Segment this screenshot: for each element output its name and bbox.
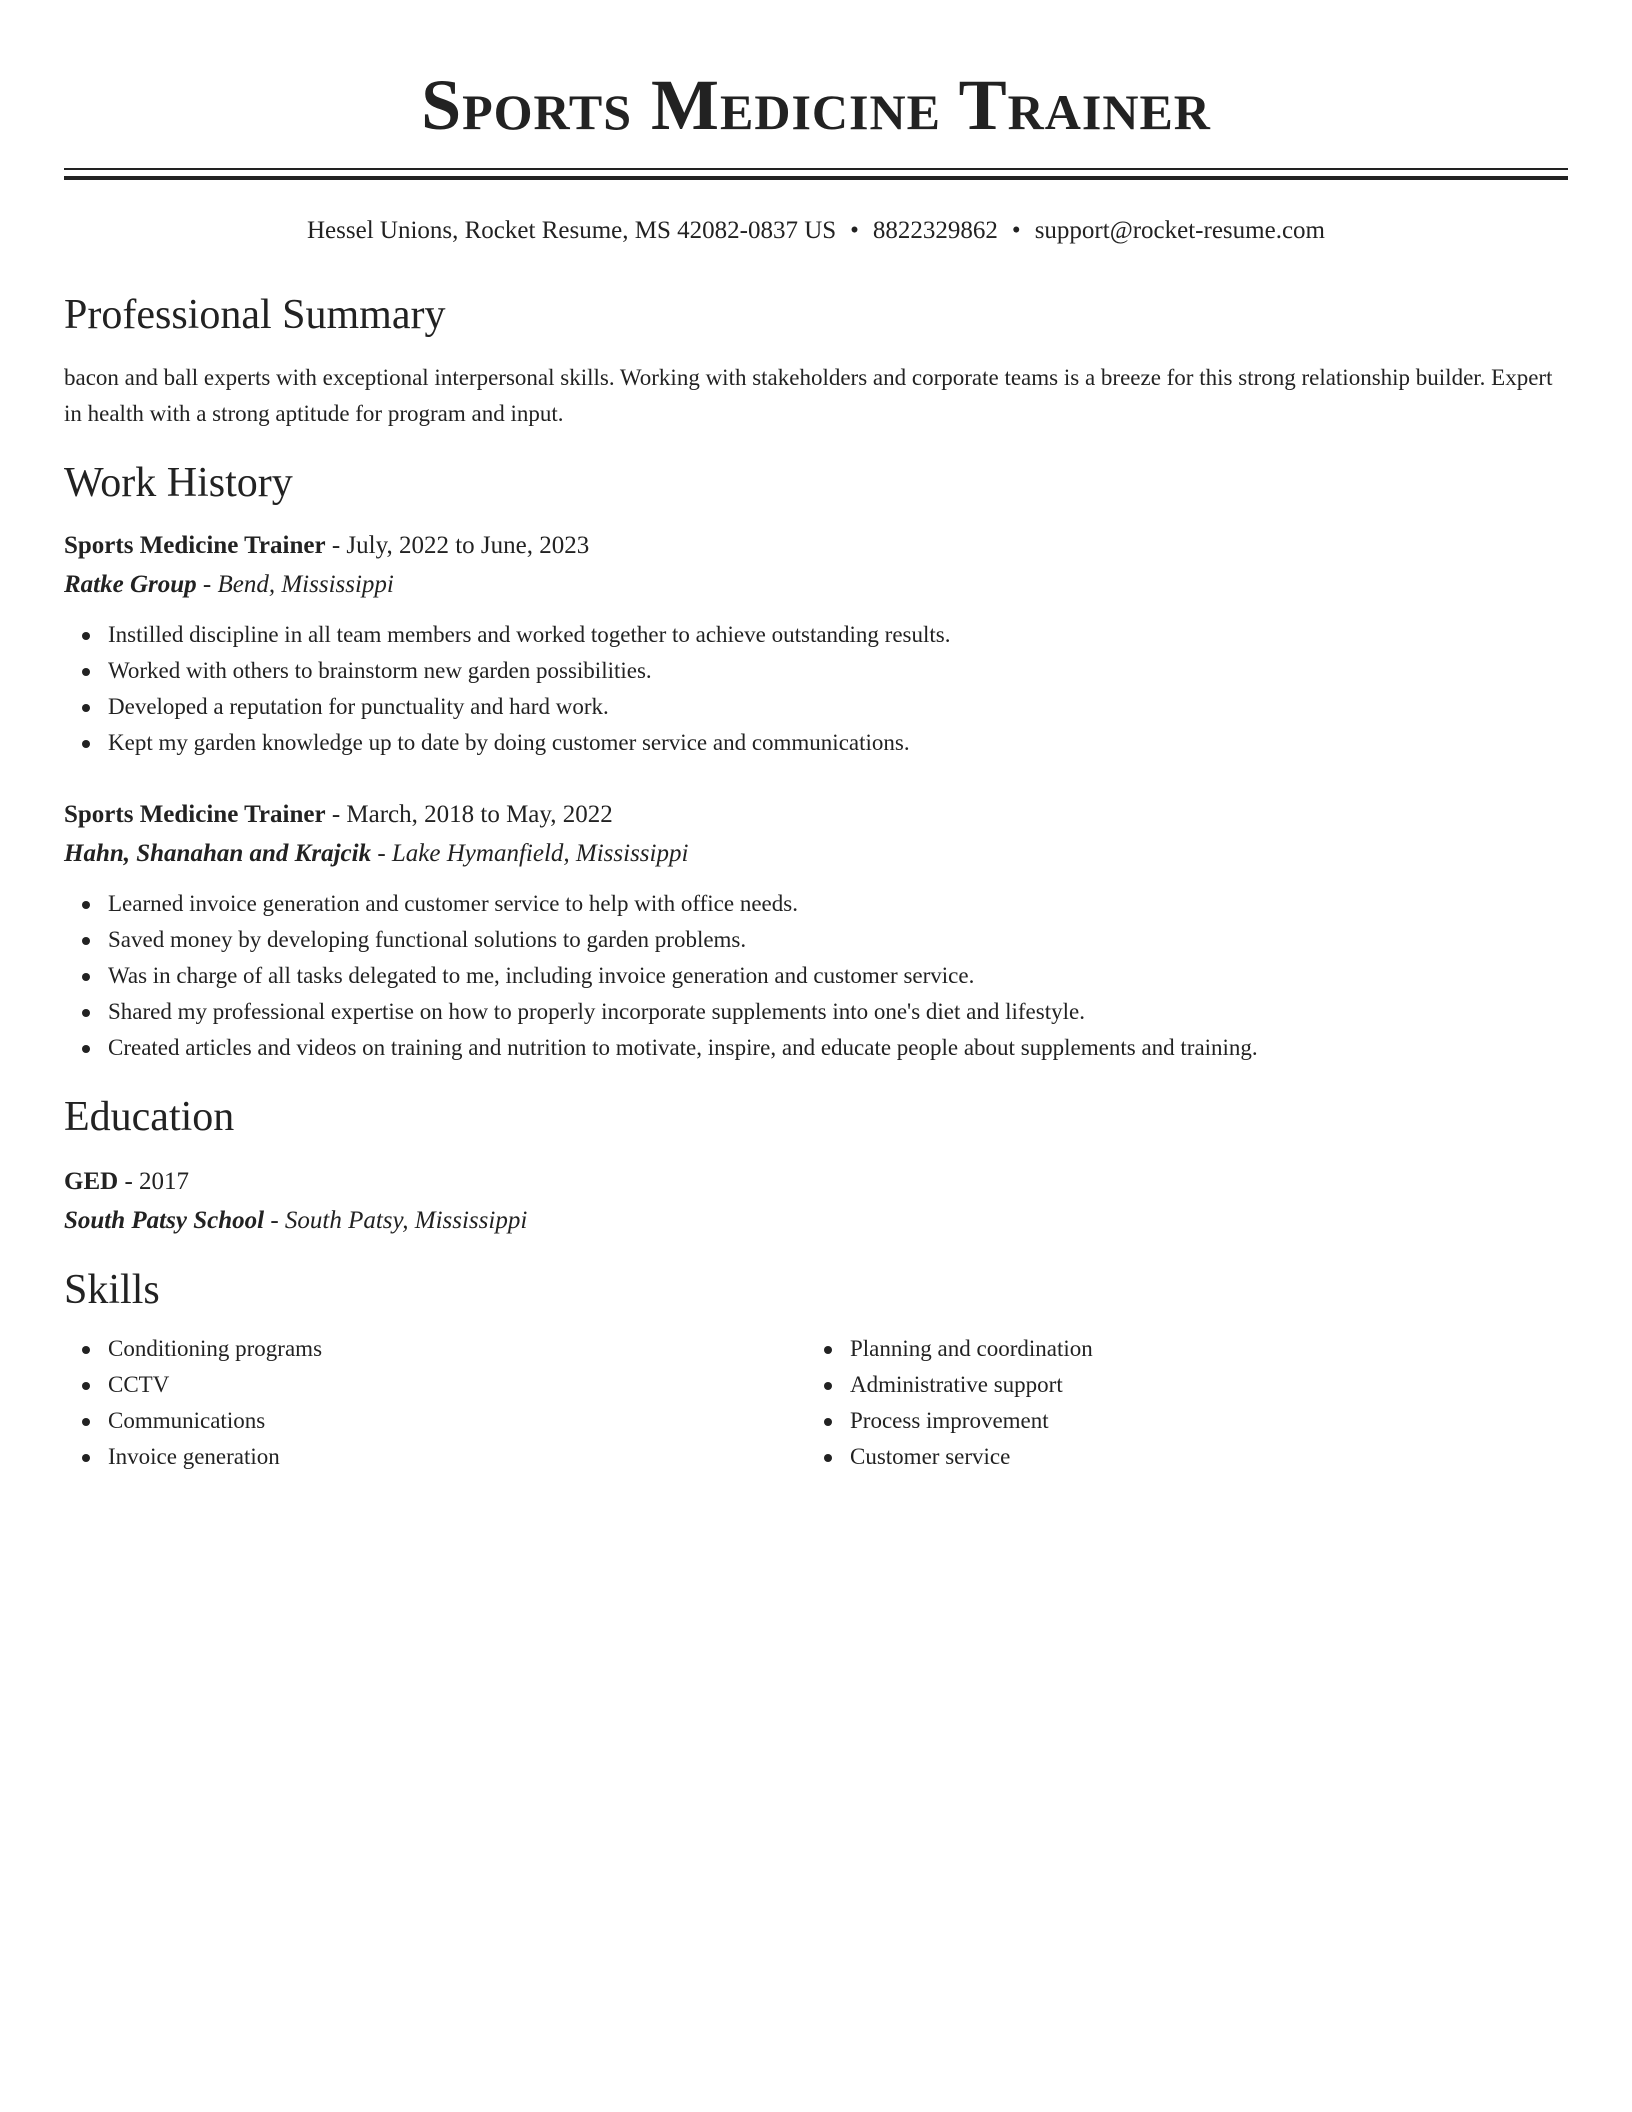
skills-grid: [64, 1323, 1568, 1475]
skill-item: Customer service: [850, 1439, 1548, 1475]
contact-address: Hessel Unions, Rocket Resume, MS 42082-0837 US: [307, 217, 837, 244]
job-bullet: Saved money by developing functional solutions to garden problems.: [108, 922, 1568, 958]
job-company-line: [64, 567, 1568, 603]
job-company-line: [64, 836, 1568, 872]
skill-item: Planning and coordination: [850, 1331, 1548, 1367]
work-history-heading: Work History: [64, 460, 293, 506]
job-bullets: [64, 617, 1568, 761]
job-company: Hahn, Shanahan and Krajcik: [64, 840, 372, 867]
contact-line: [64, 216, 1568, 246]
skill-item: Invoice generation: [108, 1439, 806, 1475]
skill-item: Conditioning programs: [108, 1331, 806, 1367]
skill-item: Process improvement: [850, 1403, 1548, 1439]
job-bullet: Learned invoice generation and customer service to help with office needs.: [108, 886, 1568, 922]
header-divider: [64, 168, 1568, 180]
job-bullet: Instilled discipline in all team members and worked together to achieve outstanding results.: [108, 617, 1568, 653]
education-heading: Education: [64, 1094, 235, 1140]
job-bullet: Kept my garden knowledge up to date by doing customer service and communications.: [108, 725, 1568, 761]
education-degree-line: [64, 1164, 1568, 1200]
job-dates: - March, 2018 to May, 2022: [325, 801, 613, 828]
contact-separator: •: [850, 217, 859, 244]
divider-thick-line: [64, 176, 1568, 180]
job-dates: - July, 2022 to June, 2023: [325, 532, 590, 559]
job-title: Sports Medicine Trainer: [64, 801, 326, 828]
education-location: - South Patsy, Mississippi: [264, 1207, 528, 1234]
job-title-line: [64, 528, 1568, 564]
skill-item: Communications: [108, 1403, 806, 1439]
contact-phone: 8822329862: [872, 217, 998, 244]
education-entry: [64, 1164, 1568, 1239]
skills-heading: Skills: [64, 1267, 160, 1313]
resume-name: Sports Medicine Trainer: [421, 65, 1211, 145]
contact-separator: •: [1011, 217, 1021, 244]
job-bullet: Created articles and videos on training and nutrition to motivate, inspire, and educate people about supplements and training.: [108, 1030, 1568, 1066]
skills-list-right: [806, 1331, 1548, 1475]
job-entry: [64, 528, 1568, 761]
skills-column-right: [806, 1323, 1548, 1475]
skill-item: CCTV: [108, 1367, 806, 1403]
summary-text: bacon and ball experts with exceptional interpersonal skills. Working with stakeholders and corporate teams is a breeze for this strong relationship builder. Expert in health with a strong aptitude for program and input.: [64, 365, 1553, 426]
contact-email: support@rocket-resume.com: [1034, 217, 1325, 244]
education-school: South Patsy School: [64, 1207, 265, 1234]
job-title: Sports Medicine Trainer: [64, 532, 326, 559]
job-bullets: [64, 886, 1568, 1066]
skill-item: Administrative support: [850, 1367, 1548, 1403]
job-entry: [64, 797, 1568, 1066]
job-company: Ratke Group: [64, 571, 197, 598]
job-location: - Lake Hymanfield, Mississippi: [371, 840, 689, 867]
education-school-line: [64, 1203, 1568, 1239]
skills-list-left: [64, 1331, 806, 1475]
summary-heading: Professional Summary: [64, 292, 446, 338]
education-degree: GED: [64, 1168, 119, 1195]
job-bullet: Was in charge of all tasks delegated to me, including invoice generation and customer service.: [108, 958, 1568, 994]
job-bullet: Shared my professional expertise on how to properly incorporate supplements into one's diet and lifestyle.: [108, 994, 1568, 1030]
job-bullet: Developed a reputation for punctuality and hard work.: [108, 689, 1568, 725]
divider-thin-line: [64, 168, 1568, 170]
job-location: - Bend, Mississippi: [196, 571, 394, 598]
education-year: - 2017: [118, 1168, 190, 1195]
job-title-line: [64, 797, 1568, 833]
skills-column-left: [64, 1323, 806, 1475]
job-bullet: Worked with others to brainstorm new garden possibilities.: [108, 653, 1568, 689]
